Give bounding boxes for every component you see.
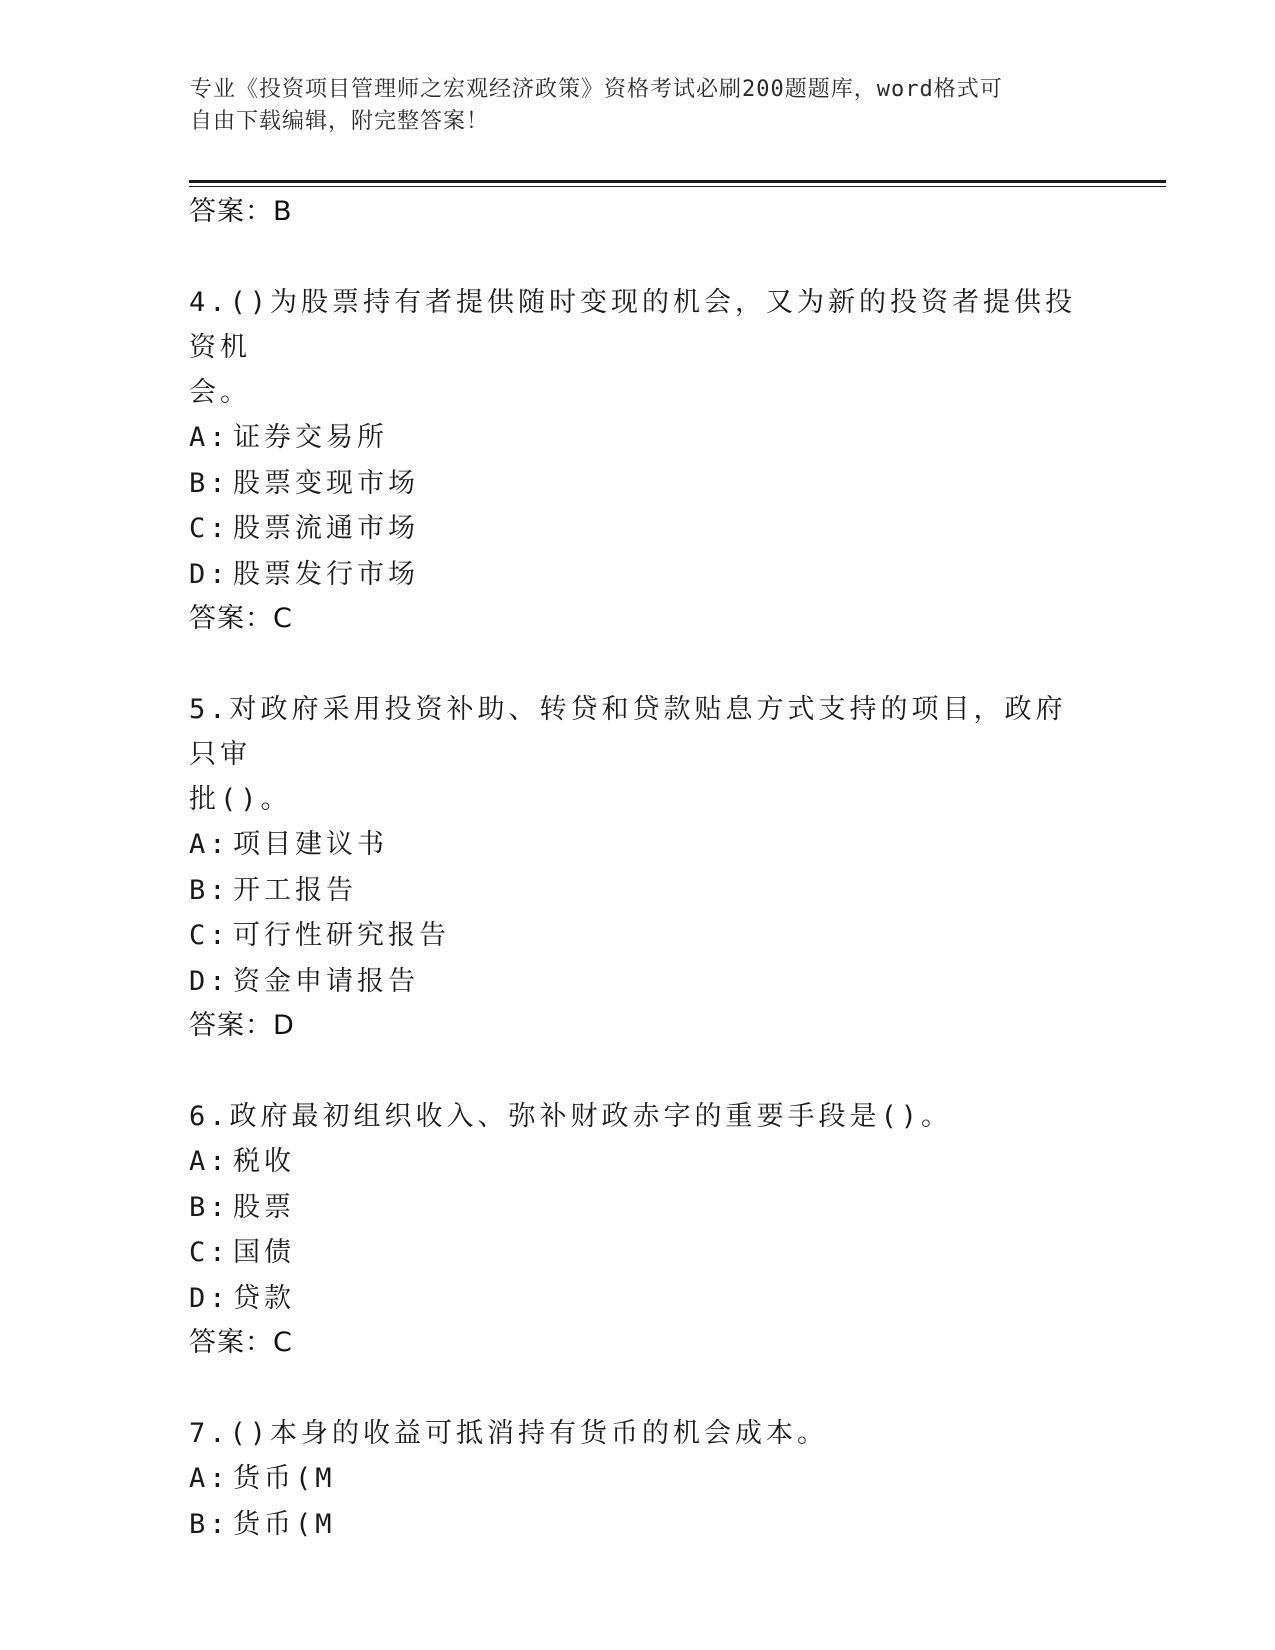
document-body xyxy=(189,190,1089,1547)
option-a xyxy=(189,1139,1089,1185)
option-text: 股票流通市场 xyxy=(233,513,419,544)
answer-q5: 答案：D xyxy=(189,1010,295,1041)
option-text: 项目建议书 xyxy=(233,829,388,860)
option-text: 资金申请报告 xyxy=(233,965,419,997)
option-text: 开工报告 xyxy=(233,874,357,906)
option-key: B: xyxy=(189,1508,230,1540)
option-key: A: xyxy=(189,1146,230,1177)
option-text: 股票发行市场 xyxy=(233,558,419,590)
question-4 xyxy=(189,280,1089,641)
option-key: A: xyxy=(189,1463,230,1494)
question-5 xyxy=(189,687,1089,1048)
option-d xyxy=(189,552,1089,598)
option-text: 税收 xyxy=(233,1146,295,1177)
option-a xyxy=(189,415,1089,461)
option-d xyxy=(189,1276,1089,1322)
option-key: C: xyxy=(189,1237,230,1268)
question-stem: 7.()本身的收益可抵消持有货币的机会成本。 xyxy=(189,1418,829,1449)
question-6 xyxy=(189,1094,1089,1365)
header-line-1: 专业《投资项目管理师之宏观经济政策》资格考试必刷200题题库，word格式可 xyxy=(190,77,1003,102)
option-text: 货币(M xyxy=(233,1463,336,1494)
question-stem: 4.()为股票持有者提供随时变现的机会，又为新的投资者提供投资机 xyxy=(189,287,1077,363)
option-text: 可行性研究报告 xyxy=(233,920,450,951)
answer-q6: 答案：C xyxy=(189,1327,293,1358)
header-line-2: 自由下载编辑，附完整答案！ xyxy=(190,109,490,134)
document-header xyxy=(190,74,1080,138)
option-key: D: xyxy=(189,965,230,997)
question-stem: 5.对政府采用投资补助、转贷和贷款贴息方式支持的项目，政府只审 xyxy=(189,694,1067,770)
question-stem: 6.政府最初组织收入、弥补财政赤字的重要手段是()。 xyxy=(189,1101,953,1132)
option-text: 股票 xyxy=(233,1191,295,1223)
option-b xyxy=(189,1185,1089,1231)
option-a xyxy=(189,1456,1089,1502)
option-c xyxy=(189,1230,1089,1276)
option-key: D: xyxy=(189,558,230,590)
answer-q4: 答案：C xyxy=(189,603,293,634)
option-c xyxy=(189,506,1089,552)
option-key: C: xyxy=(189,513,230,544)
header-divider-thick xyxy=(189,180,1166,183)
option-text: 国债 xyxy=(233,1237,295,1268)
option-c xyxy=(189,913,1089,959)
option-b xyxy=(189,461,1089,507)
header-divider-thin xyxy=(189,186,1166,187)
option-key: B: xyxy=(189,874,230,906)
option-key: A: xyxy=(189,422,230,453)
option-a xyxy=(189,822,1089,868)
option-b xyxy=(189,1502,1089,1548)
option-key: A: xyxy=(189,829,230,860)
option-text: 股票变现市场 xyxy=(233,467,419,499)
option-d xyxy=(189,959,1089,1005)
option-key: D: xyxy=(189,1282,230,1314)
question-stem-continued: 会。 xyxy=(189,377,251,408)
question-7 xyxy=(189,1411,1089,1547)
question-stem-continued: 批()。 xyxy=(189,784,292,815)
option-key: C: xyxy=(189,920,230,951)
option-text: 货币(M xyxy=(233,1508,336,1540)
answer-q3: 答案：B xyxy=(189,196,293,227)
option-text: 贷款 xyxy=(233,1282,295,1314)
option-text: 证券交易所 xyxy=(233,422,388,453)
option-key: B: xyxy=(189,1191,230,1223)
option-b xyxy=(189,868,1089,914)
option-key: B: xyxy=(189,467,230,499)
